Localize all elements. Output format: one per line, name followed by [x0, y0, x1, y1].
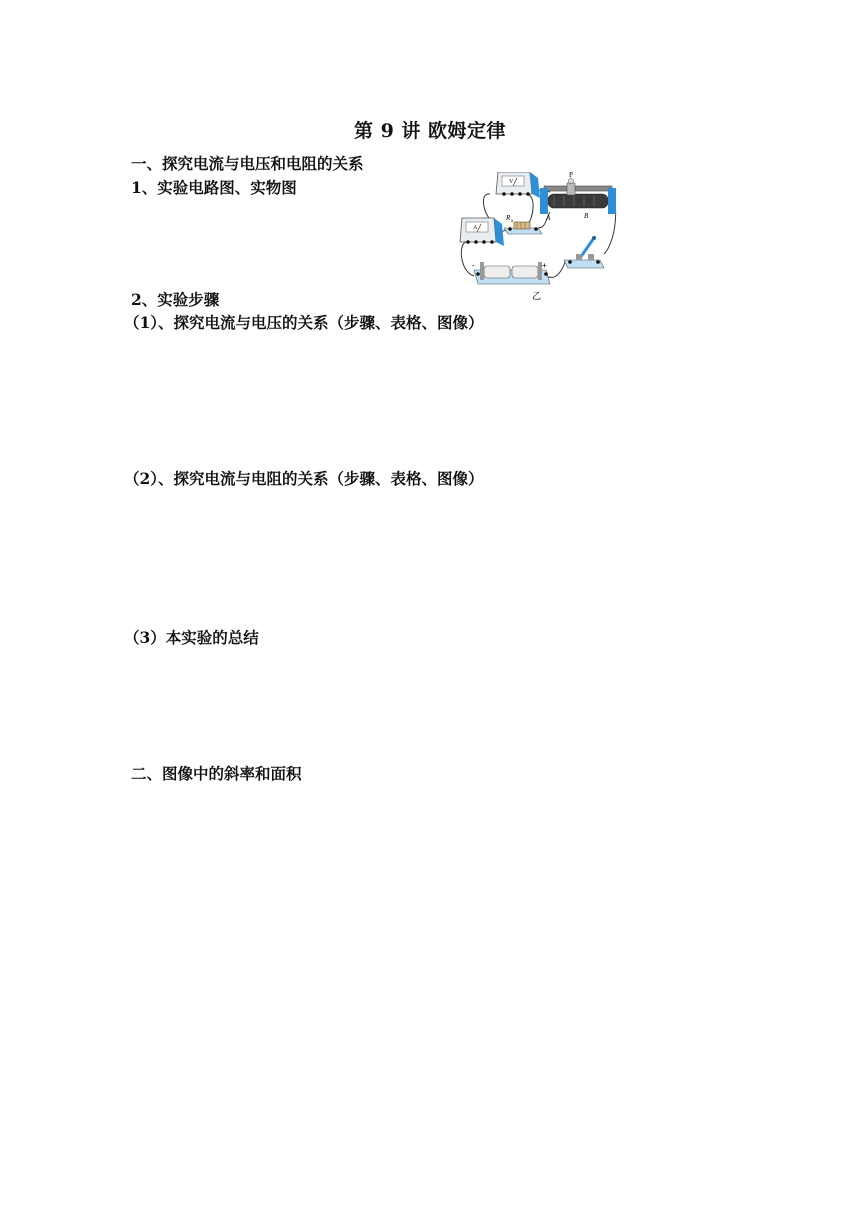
wire [546, 260, 566, 277]
step-2-current-resistance: （2）、探究电流与电阻的关系（步骤、表格、图像） [124, 469, 484, 488]
rheostat [540, 172, 616, 222]
item-1-circuit-diagram: 1、实验电路图、实物图 [131, 178, 297, 197]
rx-subscript: x [511, 219, 514, 224]
switch [564, 236, 604, 268]
step-1-current-voltage: （1）、探究电流与电压的关系（步骤、表格、图像） [124, 313, 484, 332]
section-2-heading: 二、图像中的斜率和面积 [131, 764, 302, 783]
circuit-apparatus-figure [438, 172, 622, 302]
positive-terminal-label: + [542, 261, 547, 270]
page-title: 第 9 讲 欧姆定律 [353, 120, 507, 142]
slider-p-label: P [569, 172, 573, 179]
item-2-experiment-steps: 2、实验步骤 [131, 290, 220, 309]
circuit-apparatus-illustration [438, 172, 622, 302]
resistor-rx [504, 214, 542, 234]
section-1-heading: 一、探究电流与电压和电阻的关系 [131, 154, 364, 173]
wire [461, 242, 474, 276]
rx-label: R [506, 214, 511, 222]
battery-holder [472, 261, 550, 284]
voltmeter [496, 172, 540, 198]
terminal-b-label: B [584, 212, 589, 220]
figure-caption: 乙 [532, 292, 542, 302]
voltmeter-label: V [509, 179, 514, 185]
negative-terminal-label: - [472, 261, 475, 270]
step-3-summary: （3）本实验的总结 [124, 628, 259, 647]
ammeter-label: A [473, 225, 478, 231]
terminal-a-label: A [546, 214, 551, 222]
ammeter [460, 218, 504, 246]
